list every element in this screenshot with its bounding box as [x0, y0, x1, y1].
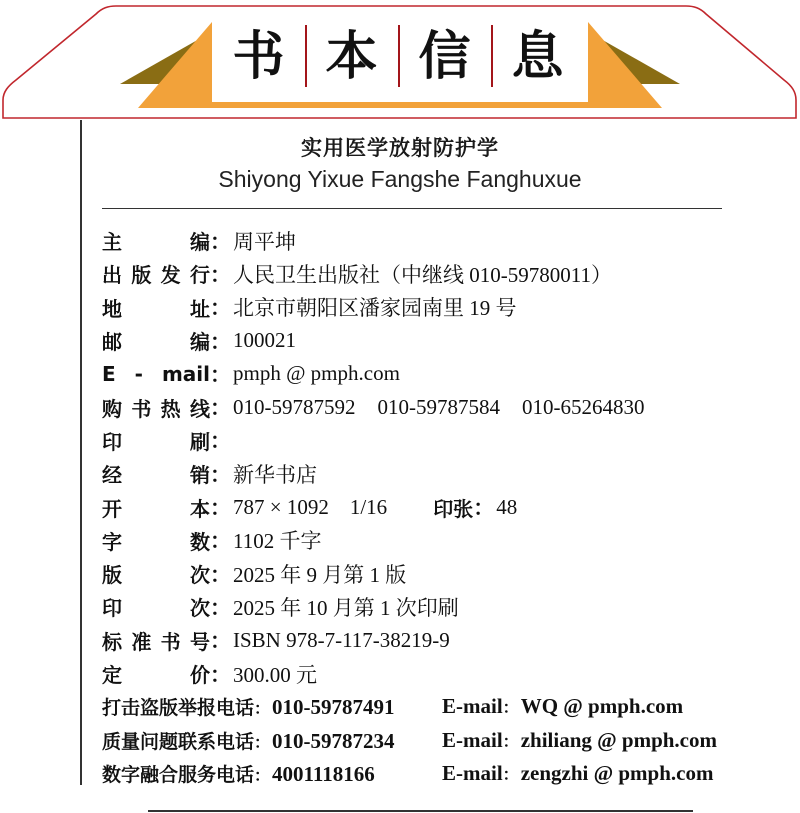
- contact-email-label: E-mail: [442, 760, 503, 785]
- info-row-postcode: 邮 编 ： 100021: [102, 328, 296, 355]
- info-value: 周平坤: [233, 229, 296, 254]
- info-label: 定 价: [102, 663, 210, 687]
- contact-row-digital: 数字融合服务电话：4001118166 E-mail ： zengzhi @ pmph.com: [102, 760, 714, 786]
- info-label: E - mail: [102, 361, 210, 386]
- info-value: ISBN 978-7-117-38219-9: [233, 627, 450, 652]
- info-value: 北京市朝阳区潘家园南里 19 号: [233, 296, 517, 321]
- info-value: 新华书店: [233, 462, 317, 487]
- info-label: 出 版 发 行: [102, 263, 210, 288]
- contact-phone: 4001118166: [272, 761, 375, 786]
- info-row-publisher: 出 版 发 行 ： 人民卫生出版社（中继线 010-59780011）: [102, 257, 782, 290]
- info-label: 版 次: [102, 563, 210, 588]
- contact-phone: 010-59787234: [272, 728, 395, 753]
- info-row-impression: 印 次 ： 2025 年 10 月第 1 次印刷: [102, 590, 782, 623]
- info-row-isbn: 标 准 书 号 ： ISBN 978-7-117-38219-9: [102, 627, 450, 654]
- info-row-distributor: 经 销 ： 新华书店: [102, 457, 782, 490]
- info-label: 地 址: [102, 296, 210, 321]
- info-row-printer: 印 刷 ：: [102, 424, 782, 457]
- info-label: 开 本: [102, 496, 210, 521]
- info-value: 1102 千字: [233, 529, 322, 554]
- info-label: 印张: [433, 496, 474, 521]
- contact-label: 打击盗版举报电话: [102, 697, 255, 720]
- info-row-price: 定 价 ： 300.00 元: [102, 657, 782, 690]
- bottom-rule: [148, 810, 693, 812]
- banner-char: 信: [398, 31, 491, 83]
- info-value: 2025 年 9 月第 1 版: [233, 562, 407, 587]
- info-label: 印 刷: [102, 429, 210, 454]
- contact-email-label: E-mail: [442, 694, 503, 719]
- info-row-hotline: 购 书 热 线 ： 010-59787592 010-59787584 010-65264830: [102, 394, 645, 421]
- info-value: 48: [496, 494, 518, 519]
- info-value: pmph @ pmph.com: [233, 361, 400, 386]
- contact-row-quality: 质量问题联系电话：010-59787234 E-mail ： zhiliang @ pmph.com: [102, 727, 717, 753]
- info-row-edition: 版 次 ： 2025 年 9 月第 1 版: [102, 557, 782, 590]
- banner-char: 本: [305, 31, 398, 83]
- info-value: 100021: [233, 328, 296, 353]
- left-rule: [80, 120, 82, 785]
- contact-email: WQ @ pmph.com: [520, 694, 684, 719]
- info-value: 人民卫生出版社（中继线 010-59780011）: [233, 262, 612, 287]
- contact-label: 质量问题联系电话: [102, 730, 255, 753]
- info-value: 787 × 1092 1/16: [233, 494, 388, 519]
- info-label: 邮 编: [102, 330, 210, 355]
- info-label: 标 准 书 号: [102, 629, 210, 654]
- info-list: [102, 224, 782, 790]
- book-title-pinyin: Shiyong Yixue Fangshe Fanghuxue: [218, 166, 582, 192]
- info-value: 2025 年 10 月第 1 次印刷: [233, 595, 459, 620]
- info-label: 主 编: [102, 230, 210, 255]
- banner-title: [212, 14, 584, 100]
- info-row-editor: 主 编 ： 周平坤: [102, 224, 782, 257]
- contact-email: zhiliang @ pmph.com: [520, 727, 717, 752]
- info-label: 购 书 热 线: [102, 396, 210, 421]
- contact-label: 数字融合服务电话: [102, 763, 255, 786]
- contact-email-label: E-mail: [442, 727, 503, 752]
- info-value: 010-65264830: [522, 394, 645, 419]
- info-row-address: 地 址 ： 北京市朝阳区潘家园南里 19 号: [102, 291, 782, 324]
- info-label: 印 次: [102, 596, 210, 621]
- book-title-chinese: 实用医学放射防护学: [301, 136, 499, 160]
- banner-char: 息: [491, 31, 584, 83]
- info-value: 010-59787592: [233, 394, 356, 419]
- info-label: 经 销: [102, 463, 210, 488]
- info-value: 010-59787584: [377, 394, 500, 419]
- info-row-word-count: 字 数 ： 1102 千字: [102, 524, 782, 557]
- contact-row-piracy: 打击盗版举报电话：010-59787491 E-mail ： WQ @ pmph.com: [102, 694, 684, 720]
- contact-phone: 010-59787491: [272, 695, 395, 720]
- contact-email: zengzhi @ pmph.com: [520, 760, 714, 785]
- info-row-format: 开 本 ： 787 × 1092 1/16 印张 ： 48: [102, 494, 518, 521]
- title-divider: [102, 208, 722, 209]
- info-value: 300.00 元: [233, 662, 317, 687]
- info-label: 字 数: [102, 529, 210, 554]
- banner-char: 书: [232, 27, 285, 87]
- info-row-email: E - mail ： pmph @ pmph.com: [102, 361, 400, 387]
